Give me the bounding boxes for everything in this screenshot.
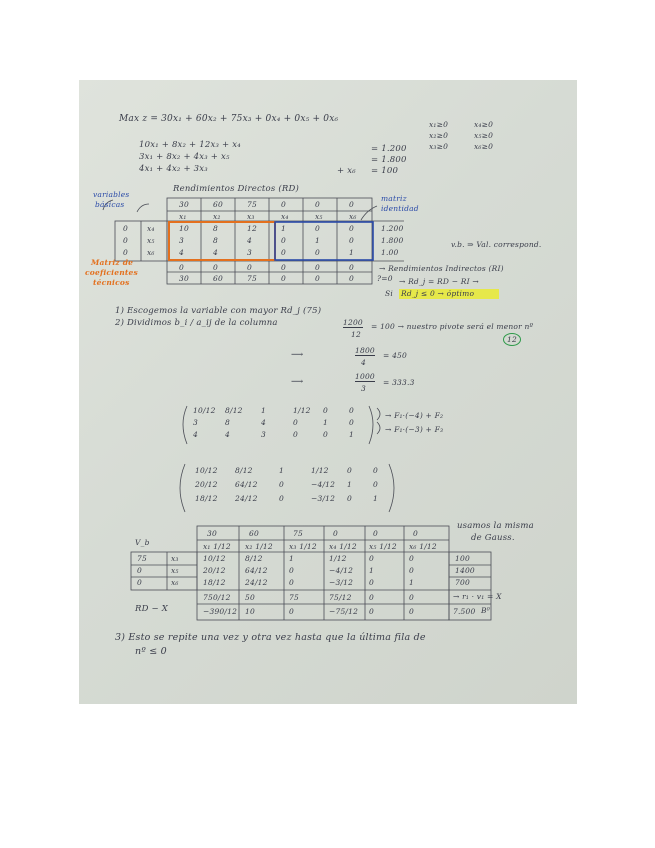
nonneg-x4: x₄≥0 [474,120,494,129]
t2-rd-3: −75/12 [329,607,359,616]
step-2: 2) Dividimos b_i / a_ij de la columna [115,318,278,328]
t1-row2-cell-3: 0 [281,248,286,257]
ratio-2-result: = 450 [383,351,407,360]
step-3-line-2: nº ≤ 0 [135,646,167,657]
t1-row0-cell-3: 1 [281,224,286,233]
t1-var-3: x₄ [281,212,289,221]
m2-r2-c4: 0 [347,494,352,503]
m2-r2-c2: 0 [279,494,284,503]
t2-row1-cost: 0 [137,566,142,575]
m1-r0-c4: 0 [323,406,328,415]
t1-rd-4: 0 [315,274,320,283]
m1-r0-c1: 8/12 [225,406,243,415]
identity-label-1: matriz [381,194,407,203]
m1-r1-c5: 0 [349,418,354,427]
t1-ri-4: 0 [315,263,320,272]
ratio-3-den: 3 [361,384,366,393]
t1-row2-basis: x₆ [147,248,155,257]
rd-ri-label: → Rd_j = RD − RI → [399,277,479,286]
gauss-note-1: usamos la misma [457,521,534,531]
direct-returns-label: Rendimientos Directos (RD) [173,184,299,194]
m2-r0-c2: 1 [279,466,284,475]
t2-row0-cell-3: 1/12 [329,554,347,563]
t2-var-4: x₅ 1/12 [369,542,397,551]
t1-ri-5: 0 [349,263,354,272]
t1-var-2: x₃ [247,212,255,221]
t2-row2-cost: 0 [137,578,142,587]
ri-note: → r₁ · v₁ = X [453,592,502,601]
t1-rd-2: 75 [247,274,257,283]
t1-row2-cost: 0 [123,248,128,257]
m2-r2-c1: 24/12 [235,494,258,503]
constraint-1-rhs: = 1.200 [371,144,407,154]
t2-row1-cell-5: 0 [409,566,414,575]
m2-r2-c5: 1 [373,494,378,503]
t1-row1-cell-3: 0 [281,236,286,245]
t1-row0-basis: x₄ [147,224,155,233]
t2-rd-4: 0 [369,607,374,616]
t2-row1-cell-1: 64/12 [245,566,268,575]
t1-ri-2: 0 [247,263,252,272]
nonneg-x6: x₆≥0 [474,142,494,151]
row-op-2: → F₁·(−3) + F₃ [385,425,444,434]
t2-var-1: x₂ 1/12 [245,542,273,551]
ratio-1-num: 1200 [343,318,363,327]
arrow-3: ⟶ [291,377,304,387]
t2-row2-rhs: 700 [455,578,470,587]
t2-row2-cell-5: 1 [409,578,414,587]
nonneg-x1: x₁≥0 [429,120,449,129]
gauss-note-2: de Gauss. [471,533,515,543]
t2-var-3: x₄ 1/12 [329,542,357,551]
ratio-3-result: = 333.3 [383,378,415,387]
t1-row1-cell-5: 0 [349,236,354,245]
t1-row0-cell-0: 10 [179,224,189,233]
t2-row1-rhs: 1400 [455,566,475,575]
vb-header: V_b [135,538,150,547]
m2-r2-c0: 18/12 [195,494,218,503]
objective-function: Max z = 30x₁ + 60x₂ + 75x₃ + 0x₄ + 0x₅ + 0x₆ [119,114,339,124]
t1-rd-1: 60 [213,274,223,283]
m2-r0-c5: 0 [373,466,378,475]
t2-ri-0: 750/12 [203,593,231,602]
t1-cost-3: 0 [281,200,286,209]
t2-row2-basis: x₆ [171,578,179,587]
constraint-3-extra: + x₆ [337,166,356,176]
m1-r2-c5: 1 [349,430,354,439]
t1-row2-cell-4: 0 [315,248,320,257]
t1-row0-rhs: 1.200 [381,224,404,233]
m2-r0-c3: 1/12 [311,466,329,475]
t1-var-0: x₁ [179,212,187,221]
t2-row0-cell-4: 0 [369,554,374,563]
pivot-circled: 12 [503,333,521,346]
m1-r2-c0: 4 [193,430,198,439]
arrow-2: ⟶ [291,350,304,360]
m1-r2-c2: 3 [261,430,266,439]
t2-cost-0: 30 [207,529,217,538]
t1-var-5: x₆ [349,212,357,221]
t1-row2-cell-1: 4 [213,248,218,257]
t1-row2-cell-0: 4 [179,248,184,257]
t1-ri-3: 0 [281,263,286,272]
vb-note: v.b. ⇒ Val. correspond. [451,240,542,249]
nonneg-x5: x₅≥0 [474,131,494,140]
m1-r2-c3: 0 [293,430,298,439]
t2-row1-cell-4: 1 [369,566,374,575]
t1-cost-4: 0 [315,200,320,209]
t1-row0-cell-5: 0 [349,224,354,233]
step-3-line-1: 3) Esto se repite una vez y otra vez hasta que la última fila de [115,632,426,643]
m1-r1-c0: 3 [193,418,198,427]
t2-row2-cell-2: 0 [289,578,294,587]
t1-row1-cell-4: 1 [315,236,320,245]
constraint-1: 10x₁ + 8x₂ + 12x₃ + x₄ [139,140,241,150]
t1-cost-5: 0 [349,200,354,209]
m1-r1-c2: 4 [261,418,266,427]
t2-cost-2: 75 [293,529,303,538]
m2-r1-c5: 0 [373,480,378,489]
t2-cost-3: 0 [333,529,338,538]
t2-row1-cell-3: −4/12 [329,566,354,575]
m2-r1-c2: 0 [279,480,284,489]
nonneg-x3: x₃≥0 [429,142,449,151]
t1-row0-cost: 0 [123,224,128,233]
t1-row0-cell-1: 8 [213,224,218,233]
m1-r0-c2: 1 [261,406,266,415]
notebook-page [79,80,577,704]
t2-ri-2: 75 [289,593,299,602]
t2-rd-5: 0 [409,607,414,616]
identity-label-2: identidad [381,204,419,213]
m2-r1-c3: −4/12 [311,480,336,489]
m1-r2-c1: 4 [225,430,230,439]
nonneg-x2: x₂≥0 [429,131,449,140]
rd-note: B⁰ [481,606,490,615]
t1-bottom-rhs: ?=0 [377,274,393,283]
t2-row1-basis: x₅ [171,566,179,575]
t2-row0-cell-2: 1 [289,554,294,563]
t1-row0-cell-4: 0 [315,224,320,233]
basic-vars-label-2: básicas [95,200,125,209]
t2-row0-rhs: 100 [455,554,470,563]
t1-var-4: x₅ [315,212,323,221]
t2-ri-4: 0 [369,593,374,602]
step-1: 1) Escogemos la variable con mayor Rd_j (75) [115,306,322,316]
t2-rd-2: 0 [289,607,294,616]
t2-row1-cell-2: 0 [289,566,294,575]
t1-cost-1: 60 [213,200,223,209]
constraint-3: 4x₁ + 4x₂ + 3x₃ [139,164,208,174]
t1-cost-0: 30 [179,200,189,209]
ratio-2-den: 4 [361,358,366,367]
m2-r0-c0: 10/12 [195,466,218,475]
t1-row1-cost: 0 [123,236,128,245]
m1-r0-c5: 0 [349,406,354,415]
t1-row1-cell-1: 8 [213,236,218,245]
t2-row2-cell-3: −3/12 [329,578,354,587]
ratio-3-num: 1000 [355,372,375,381]
t2-row2-cell-4: 0 [369,578,374,587]
t1-rd-0: 30 [179,274,189,283]
t2-var-0: x₁ 1/12 [203,542,231,551]
t1-row2-cell-5: 1 [349,248,354,257]
t1-ri-0: 0 [179,263,184,272]
ratio-1-den: 12 [351,330,361,339]
t2-cost-4: 0 [373,529,378,538]
m2-r1-c0: 20/12 [195,480,218,489]
t2-row0-cell-1: 8/12 [245,554,263,563]
basic-vars-label-1: variables [93,190,130,199]
t1-row1-cell-2: 4 [247,236,252,245]
t1-row1-rhs: 1.800 [381,236,404,245]
t2-ri-1: 50 [245,593,255,602]
m2-r2-c3: −3/12 [311,494,336,503]
rd-label: RD − X [135,604,168,614]
constraint-3-rhs: = 100 [371,166,399,176]
t2-row0-cell-5: 0 [409,554,414,563]
t2-ri-5: 0 [409,593,414,602]
indirect-returns-label: → Rendimientos Indirectos (RI) [379,264,504,273]
m2-r1-c4: 1 [347,480,352,489]
constraint-2-rhs: = 1.800 [371,155,407,165]
coef-label-3: técnicos [93,278,130,287]
t2-row0-cell-0: 10/12 [203,554,226,563]
t2-row1-cell-0: 20/12 [203,566,226,575]
t2-row0-cost: 75 [137,554,147,563]
t1-row2-cell-2: 3 [247,248,252,257]
t2-var-5: x₆ 1/12 [409,542,437,551]
m1-r0-c0: 10/12 [193,406,216,415]
t2-row2-cell-1: 24/12 [245,578,268,587]
t1-cost-2: 75 [247,200,257,209]
rd-rhs: 7.500 [453,607,476,616]
t1-row1-basis: x₅ [147,236,155,245]
m1-r1-c3: 0 [293,418,298,427]
t1-row1-cell-0: 3 [179,236,184,245]
m2-r0-c1: 8/12 [235,466,253,475]
t2-cost-5: 0 [413,529,418,538]
t2-var-2: x₃ 1/12 [289,542,317,551]
m2-r1-c1: 64/12 [235,480,258,489]
t2-row0-basis: x₃ [171,554,179,563]
coef-label-2: coeficientes [85,268,138,277]
t1-row2-rhs: 1.00 [381,248,399,257]
t2-cost-1: 60 [249,529,259,538]
t2-row2-cell-0: 18/12 [203,578,226,587]
ratio-2-num: 1800 [355,346,375,355]
m2-r0-c4: 0 [347,466,352,475]
t1-var-1: x₂ [213,212,221,221]
m1-r0-c3: 1/12 [293,406,311,415]
t2-rd-0: −390/12 [203,607,238,616]
m1-r2-c4: 0 [323,430,328,439]
constraint-2: 3x₁ + 8x₂ + 4x₃ + x₅ [139,152,230,162]
m1-r1-c1: 8 [225,418,230,427]
t1-row0-cell-2: 12 [247,224,257,233]
optimal-label: Rd_j ≤ 0 → óptimo [401,289,475,298]
t2-rd-1: 10 [245,607,255,616]
t1-ri-1: 0 [213,263,218,272]
t1-rd-3: 0 [281,274,286,283]
t2-ri-3: 75/12 [329,593,352,602]
ratio-1-result: = 100 → nuestro pivote será el menor nº [371,322,534,331]
t1-rd-5: 0 [349,274,354,283]
m1-r1-c4: 1 [323,418,328,427]
row-op-1: → F₁·(−4) + F₂ [385,411,444,420]
si-label: Si [385,289,393,298]
coef-label-1: Matriz de [91,258,134,267]
